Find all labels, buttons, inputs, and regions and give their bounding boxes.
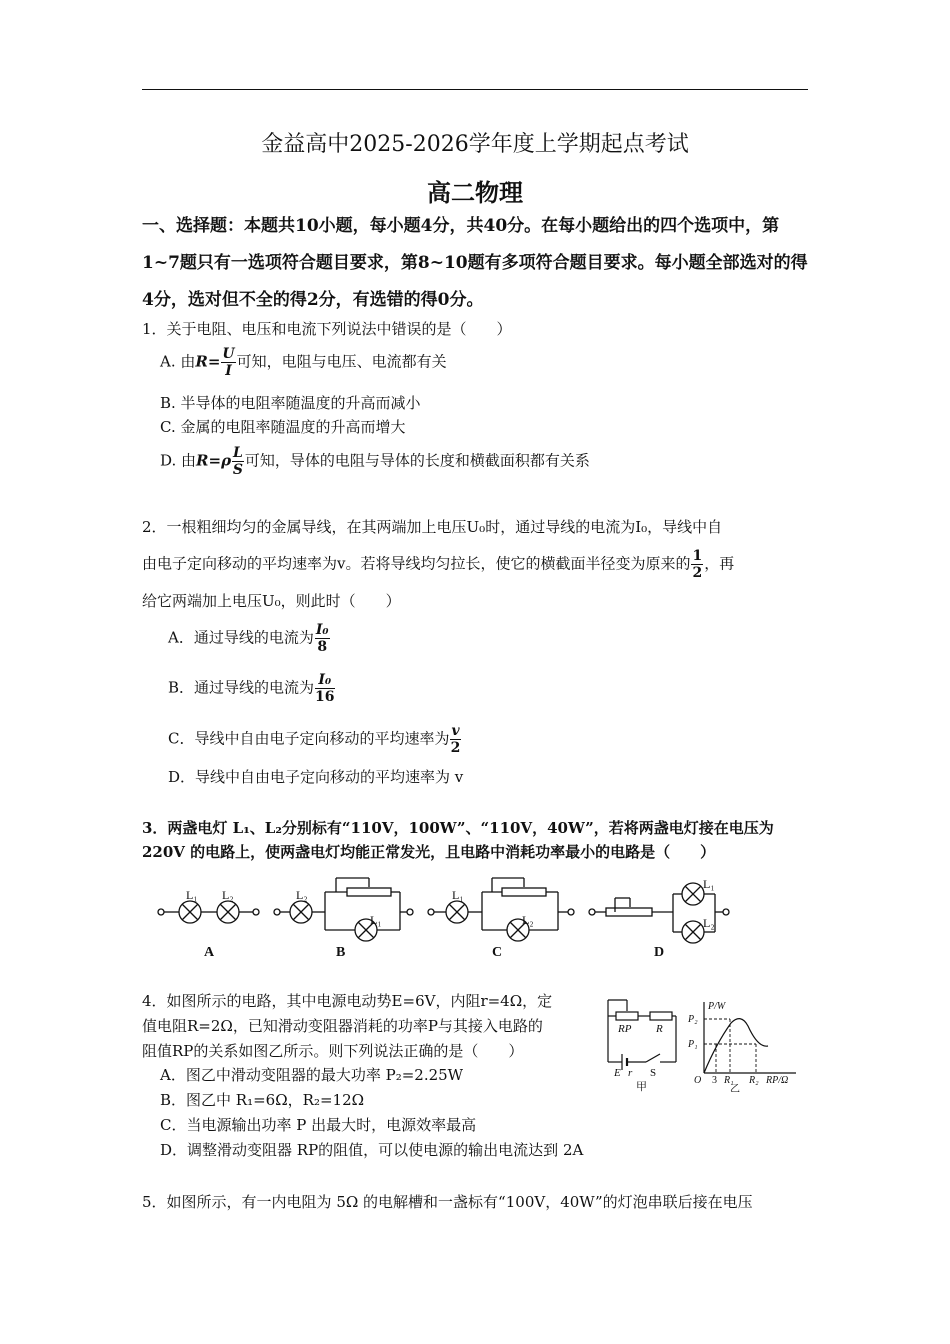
q4-graph-p1: P₁ xyxy=(688,1039,698,1050)
q4-power-graph xyxy=(686,998,798,1092)
q4-fig-r-label: R xyxy=(656,1023,663,1035)
q4-graph-ylabel: P/W xyxy=(708,1001,726,1012)
q4-graph-xlabel: RP/Ω xyxy=(766,1075,789,1086)
q4-fig-rsmall-label: r xyxy=(628,1067,633,1079)
q4-fig-jia-label: 甲 xyxy=(636,1081,647,1092)
q4-option-d: D．调整滑动变阻器 RP的阻值，可以使电源的输出电流达到 2A xyxy=(160,1141,584,1159)
q3-circuit-figures xyxy=(140,870,760,965)
q2-stem-line3: 给它两端加上电压U₀，则此时（ ） xyxy=(142,592,401,610)
q4-fig-rp-label: RP xyxy=(618,1023,632,1035)
q1-option-b: B. 半导体的电阻率随温度的升高而减小 xyxy=(160,394,421,412)
q4-power-curve xyxy=(704,1019,768,1073)
q4-stem-line2: 值电阻R=2Ω，已知滑动变阻器消耗的功率P与其接入电路的 xyxy=(142,1017,543,1035)
q4-graph-tick-r1: R₁ xyxy=(724,1075,734,1086)
q2-option-c: C．导线中自由电子定向移动的平均速率为 $\frac{v}{2}$ xyxy=(168,723,461,756)
q2-option-b: B．通过导线的电流为 $\frac{\text{I₀}}{16}$ xyxy=(168,672,335,705)
q2-stem-line2: 由电子定向移动的平均速率为v。若将导线均匀拉长，使它的横截面半径变为原来的 $\frac{1}{2}$ ，再 xyxy=(142,548,735,581)
q4-fig-s-label: S xyxy=(650,1067,657,1079)
q2-option-a: A．通过导线的电流为 $\frac{\text{I₀}}{8}$ xyxy=(168,622,329,655)
q1-stem: 1．关于电阻、电压和电流下列说法中错误的是（ ） xyxy=(142,320,512,338)
q3-label-b: B xyxy=(336,945,346,960)
q3-label-d: D xyxy=(654,945,665,960)
q3-a-lamp1-label: L₁ xyxy=(186,888,198,902)
q3-label-c: C xyxy=(492,945,503,960)
header-rule xyxy=(142,89,808,90)
q3-a-lamp2-label: L₂ xyxy=(222,888,234,902)
q1-option-d: D. 由R=ρ $\frac{L}{S}$ 可知，导体的电阻与导体的长度和横截面积都有关系 xyxy=(160,445,590,478)
q1-option-a: A. 由R= $\frac{U}{I}$ 可知，电阻与电压、电流都有关 xyxy=(160,346,447,379)
q1-option-c: C. 金属的电阻率随温度的升高而增大 xyxy=(160,418,406,436)
q3-b-lamp1-label: L₁ xyxy=(370,913,382,927)
q3-label-a: A xyxy=(204,945,215,960)
q4-option-b: B．图乙中 R₁=6Ω，R₂=12Ω xyxy=(160,1091,365,1109)
q4-option-c: C．当电源输出功率 P 出最大时，电源效率最高 xyxy=(160,1116,477,1134)
q4-graph-yi-label: 乙 xyxy=(730,1084,740,1092)
section-heading: 一、选择题：本题共10小题，每小题4分，共40分。在每小题给出的四个选项中，第1~7题只有一选项符合题目要求，第8~10题有多项符合题目要求。每小题全部选对的得4分，选对但不全的得2分，有选错的得0分。 xyxy=(142,216,808,310)
q3-d-lamp1-label: L₁ xyxy=(703,877,715,891)
q4-graph-p2: P₂ xyxy=(688,1014,698,1025)
q4-graph-tick-r2: R₂ xyxy=(749,1075,759,1086)
q3-b-lamp2-label: L₂ xyxy=(296,888,308,902)
q3-stem-line2: 220V 的电路上，使两盏电灯均能正常发光，且电路中消耗功率最小的电路是（ ） xyxy=(142,843,716,861)
q3-stem-line1: 3．两盏电灯 L₁、L₂分别标有“110V，100W”、“110V，40W”，若将两盏电灯接在电压为 xyxy=(142,819,774,837)
q2-option-d: D．导线中自由电子定向移动的平均速率为 v xyxy=(168,768,464,786)
exam-title: 金益高中2025-2026学年度上学期起点考试 xyxy=(261,132,689,157)
q4-fig-e-label: E xyxy=(614,1067,621,1079)
q4-circuit-figure xyxy=(600,996,680,1092)
q2-stem-line1: 2．一根粗细均匀的金属导线，在其两端加上电压U₀时，通过导线的电流为I₀，导线中自 xyxy=(142,518,723,536)
subject-title: 高二物理 xyxy=(427,178,523,207)
q4-graph-origin: O xyxy=(694,1075,702,1086)
q5-stem: 5．如图所示，有一内电阻为 5Ω 的电解槽和一盏标有“100V，40W”的灯泡串联后接在电压 xyxy=(142,1193,753,1211)
q4-stem-line1: 4．如图所示的电路，其中电源电动势E=6V，内阻r=4Ω，定 xyxy=(142,992,553,1010)
q3-c-lamp1-label: L₁ xyxy=(452,888,464,902)
q4-graph-tick-3: 3 xyxy=(712,1075,717,1086)
q3-c-lamp2-label: L₂ xyxy=(522,913,534,927)
q4-stem-line3: 阻值RP的关系如图乙所示。则下列说法正确的是（ ） xyxy=(142,1042,524,1060)
q4-option-a: A．图乙中滑动变阻器的最大功率 P₂=2.25W xyxy=(160,1066,464,1084)
q3-d-lamp2-label: L₂ xyxy=(703,916,715,930)
